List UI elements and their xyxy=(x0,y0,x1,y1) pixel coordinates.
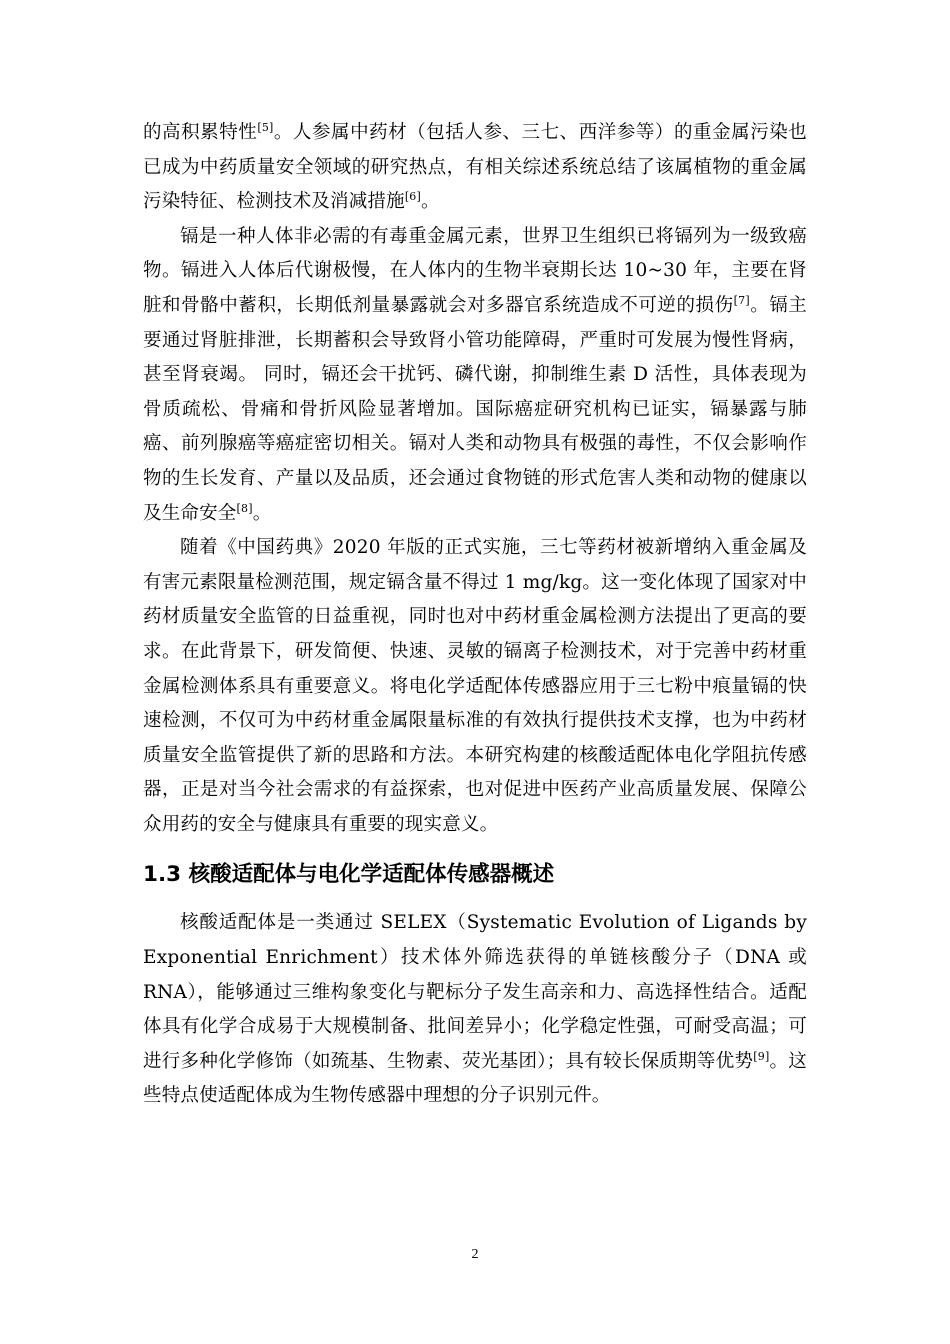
paragraph-text: 。 xyxy=(252,502,272,524)
citation-ref: [9] xyxy=(753,1049,770,1063)
paragraph-text: 镉是一种人体非必需的有毒重金属元素，世界卫生组织已将镉列为一级致癌物。镉进入人体后代谢极慢，在人体内的生物半衰期长达 10~30 年，主要在肾脏和骨骼中蓄积，长期低剂量暴露就会对多器官系统造成不可逆的损伤 xyxy=(143,225,807,316)
paragraph-text: 的高积累特性 xyxy=(143,122,258,143)
paragraph-text: 。这些特点使适配体成为生物传感器中理想的分子识别元件。 xyxy=(143,1050,807,1107)
citation-ref: [8] xyxy=(236,501,253,515)
paragraph-text: 。镉主要通过肾脏排泄，长期蓄积会导致肾小管功能障碍，严重时可发展为慢性肾病，甚至肾衰竭。 同时，镉还会干扰钙、磷代谢，抑制维生素 D 活性，具体表现为骨质疏松、骨痛和骨折风险显著增加。国际癌症研究机构已证实，镉暴露与肺癌、前列腺癌等癌症密切相关。镉对人类和动物具有极强的毒性，不仅会影响作物的生长发育、产量以及品质，还会通过食物链的形式危害人类和动物的健康以及生命安全 xyxy=(143,294,808,524)
paragraph-text: 。人参属中药材（包括人参、三七、西洋参等）的重金属污染也已成为中药质量安全领域的研究热点，有相关综述系统总结了该属植物的重金属污染特征、检测技术及消减措施 xyxy=(143,122,808,213)
document-body xyxy=(143,116,807,1114)
paragraph-p2 xyxy=(143,220,807,531)
paragraph-p3 xyxy=(143,531,807,842)
page-number: 2 xyxy=(471,1247,479,1262)
paragraph-text: 。 xyxy=(421,191,440,213)
paragraphs-before-heading xyxy=(143,116,807,842)
paragraph-text: 核酸适配体是一类通过 SELEX（Systematic Evolution of Ligands by Exponential Enrichment）技术体外筛选获得的单链核酸分子（DNA 或 RNA），能够通过三维构象变化与靶标分子发生高亲和力、高选择性结合。适配体具有化学合成易于大规模制备、批间差异小；化学稳定性强，可耐受高温；可进行多种化学修饰（如巯基、生物素、荧光基团）；具有较长保质期等优势 xyxy=(143,912,807,1072)
paragraphs-after-heading xyxy=(143,906,807,1114)
citation-ref: [7] xyxy=(733,293,750,307)
section-heading: 1.3 核酸适配体与电化学适配体传感器概述 xyxy=(143,862,555,888)
paragraph-p4 xyxy=(143,906,807,1114)
citation-ref: [5] xyxy=(257,121,274,134)
paragraph-p1 xyxy=(143,116,807,220)
citation-ref: [6] xyxy=(404,190,421,204)
paragraph-text: 随着《中国药典》2020 年版的正式实施，三七等药材被新增纳入重金属及有害元素限量检测范围，规定镉含量不得过 1 mg/kg。这一变化体现了国家对中药材质量安全监管的日益重视，同时也对中药材重金属检测方法提出了更高的要求。在此背景下，研发简便、快速、灵敏的镉离子检测技术，对于完善中药材重金属检测体系具有重要意义。将电化学适配体传感器应用于三七粉中痕量镉的快速检测，不仅可为中药材重金属限量标准的有效执行提供技术支撑，也为中药材质量安全监管提供了新的思路和方法。本研究构建的核酸适配体电化学阻抗传感器，正是对当今社会需求的有益探索，也对促进中医药产业高质量发展、保障公众用药的安全与健康具有重要的现实意义。 xyxy=(143,537,807,835)
